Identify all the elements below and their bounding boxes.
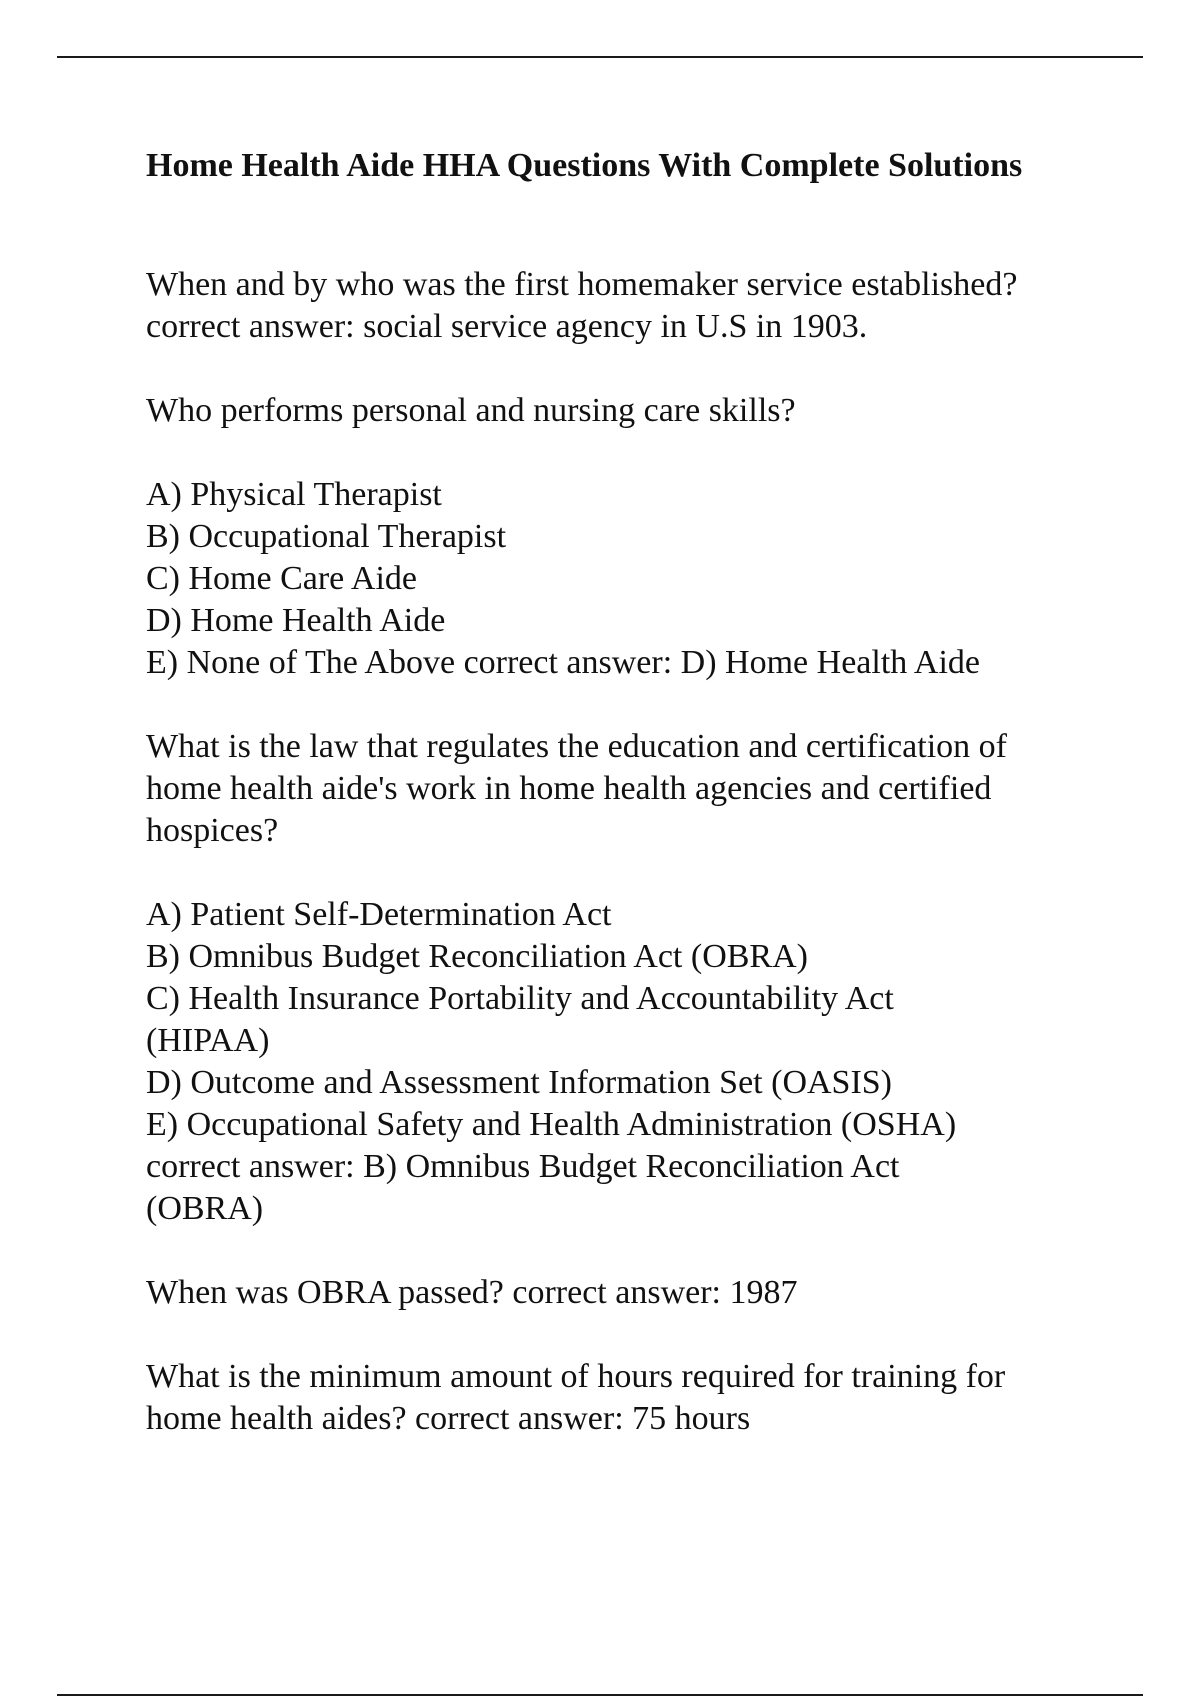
- question-5: What is the minimum amount of hours required for training for home health aides? correct answer: 75 hours: [146, 1358, 1006, 1437]
- option-item: A) Physical Therapist: [146, 476, 442, 513]
- option-item: A) Patient Self-Determination Act: [146, 896, 612, 933]
- question-3: What is the law that regulates the education and certification of home health aide's work in home health agencies and certified hospices?: [146, 728, 1007, 849]
- option-item-with-answer: E) None of The Above correct answer: D) Home Health Aide: [146, 644, 980, 681]
- question-2: Who performs personal and nursing care skills?: [146, 392, 796, 429]
- correct-answer: correct answer: B) Omnibus Budget Reconciliation Act: [146, 1148, 900, 1185]
- option-item: B) Occupational Therapist: [146, 518, 507, 555]
- question-3-options: [146, 894, 1106, 1230]
- option-item: C) Home Care Aide: [146, 560, 417, 597]
- correct-answer-continuation: (OBRA): [146, 1190, 264, 1227]
- footer-rule: [57, 1694, 1143, 1696]
- question-2-options: [146, 474, 1106, 684]
- option-item: D) Home Health Aide: [146, 602, 446, 639]
- document-title: Home Health Aide HHA Questions With Complete Solutions: [146, 147, 1023, 184]
- option-item: D) Outcome and Assessment Information Set (OASIS): [146, 1064, 893, 1101]
- question-4: When was OBRA passed? correct answer: 1987: [146, 1274, 798, 1311]
- header-rule: [57, 56, 1143, 58]
- option-item: C) Health Insurance Portability and Accountability Act: [146, 980, 894, 1017]
- option-item-continuation: (HIPAA): [146, 1022, 270, 1059]
- document-body: [146, 142, 1106, 1482]
- option-item: E) Occupational Safety and Health Administration (OSHA): [146, 1106, 957, 1143]
- option-item: B) Omnibus Budget Reconciliation Act (OBRA): [146, 938, 808, 975]
- question-1: When and by who was the first homemaker service established? correct answer: social service agency in U.S in 1903.: [146, 266, 1018, 345]
